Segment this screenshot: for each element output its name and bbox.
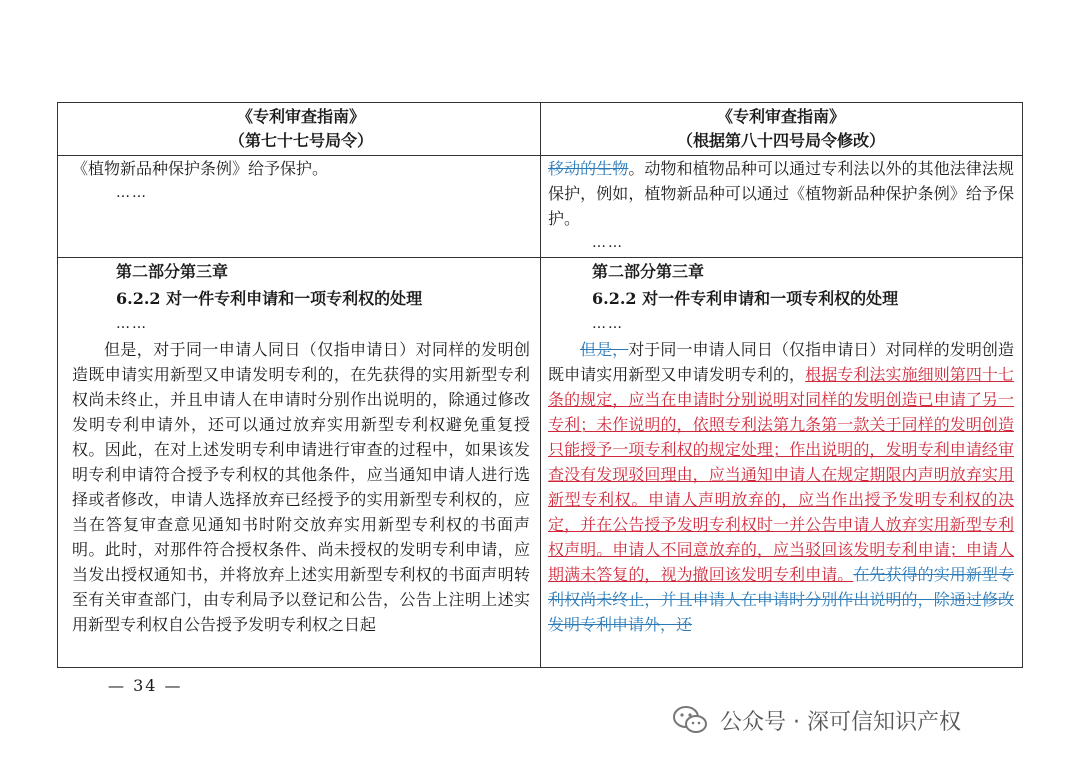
row1-left-text: 《植物新品种保护条例》给予保护。 <box>72 159 329 178</box>
row2-left-cell <box>58 258 540 668</box>
right-column-header <box>542 103 1022 155</box>
right-header-subtitle: （根据第八十四号局令修改） <box>676 131 885 150</box>
section-heading: 第二部分第三章 <box>592 262 705 281</box>
column-divider <box>540 103 541 667</box>
subsection-heading: 6.2.2 对一件专利申请和一项专利权的处理 <box>116 289 423 308</box>
deleted-text: 但是， <box>580 340 629 359</box>
row1-left-ellipsis: …… <box>116 185 148 201</box>
left-header-subtitle: （第七十七号局令） <box>228 131 373 150</box>
watermark <box>672 700 961 740</box>
right-header-title: 《专利审查指南》 <box>716 107 845 126</box>
row2-left-ellipsis: …… <box>116 316 148 332</box>
inserted-text: 根据专利法实施细则第四十七条的规定，应当在申请时分别说明对同样的发明创造已申请了另一专利；未作说明的，依照专利法第九条第一款关于同样的发明创造只能授予一项专利权的规定处理；作出说明的，发明专利申请经审查没有发现驳回理由，应当通知申请人在规定期限内声明放弃实用新型专利权。申请人声明放弃的，应当作出授予发明专利权的决定，并在公告授予发明专利权时一并公告申请人放弃实用新型专利权声明。申请人不同意放弃的，应当驳回该发明专利申请；申请人期满未答复的，视为撤回该发明专利申请。 <box>548 365 1014 584</box>
subsection-heading: 6.2.2 对一件专利申请和一项专利权的处理 <box>592 289 899 308</box>
left-header-title: 《专利审查指南》 <box>236 107 365 126</box>
wechat-icon <box>672 705 708 735</box>
row2-right-ellipsis: …… <box>592 316 624 332</box>
row1-left-cell <box>58 156 540 256</box>
row1-right-cell <box>542 156 1022 256</box>
unchanged-text: 对于同一申请人同日（仅指申请日）对同样的发明创造既申请实用新型又申请发明专利的， <box>548 340 1014 384</box>
page-number: — 34 — <box>108 676 183 695</box>
deleted-text: 移动的生物 <box>548 159 629 178</box>
row1-right-text: 。动物和植物品种可以通过专利法以外的其他法律法规保护，例如，植物新品种可以通过《植物新品种保护条例》给予保护。 <box>548 159 1014 228</box>
row2-right-body <box>548 337 1014 637</box>
row1-right-ellipsis: …… <box>592 235 624 251</box>
row1-right-paragraph <box>548 156 1014 231</box>
watermark-text: 公众号 · 深可信知识产权 <box>720 709 961 735</box>
comparison-table <box>57 102 1023 668</box>
left-column-header <box>58 103 540 155</box>
row2-right-cell <box>542 258 1022 668</box>
row2-left-body: 但是，对于同一申请人同日（仅指申请日）对同样的发明创造既申请实用新型又申请发明专利的，在先获得的实用新型专利权尚未终止，并且申请人在申请时分别作出说明的，除通过修改发明专利申请外，还可以通过放弃实用新型专利权避免重复授权。因此，在对上述发明专利申请进行审查的过程中，如果该发明专利申请符合授予专利权的其他条件，应当通知申请人进行选择或者修改，申请人选择放弃已经授予的实用新型专利权的，应当在答复审查意见通知书时附交放弃实用新型专利权的书面声明。此时，对那件符合授权条件、尚未授权的发明专利申请，应当发出授权通知书，并将放弃上述实用新型专利权的书面声明转至有关审查部门，由专利局予以登记和公告，公告上注明上述实用新型专利权自公告授予发明专利权之日起 <box>72 340 530 634</box>
deleted-text: 在先获得的实用新型专利权尚未终止，并且申请人在申请时分别作出说明的，除通过修改发明专利申请外，还 <box>548 565 1014 634</box>
section-heading: 第二部分第三章 <box>116 262 229 281</box>
